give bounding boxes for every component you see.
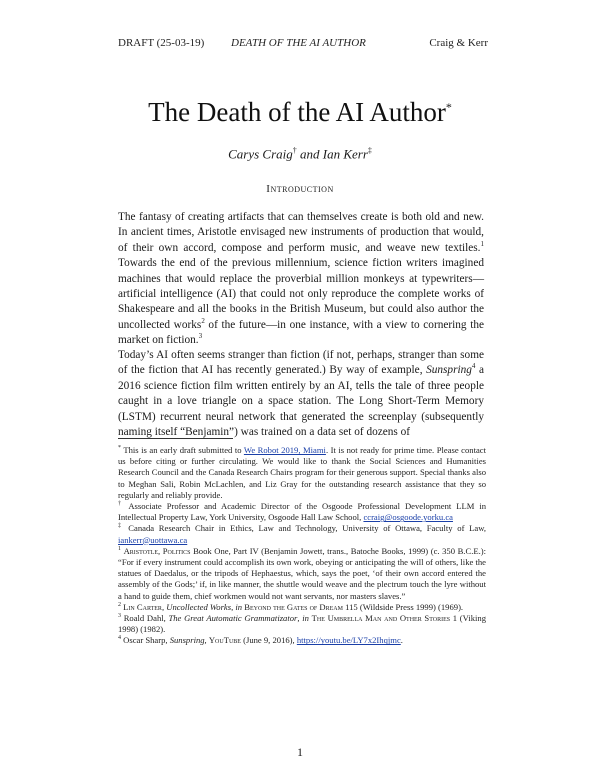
fn-text: . It is not ready for prime time. Please contact us before citing or further circulating. We would like to thank the Social Sciences and Humanities Research Council and the Canada Research Chairs program for their generous support. Special thanks also to Meghan Sali, Robin McLachlen, and Liz Gray for the outstanding research assistance that they so regularly and reliably provide. — [118, 445, 486, 500]
footnote-4 — [118, 635, 486, 646]
footnote-1 — [118, 546, 486, 602]
fn-italic: The Great Automatic Grammatizator — [168, 613, 298, 624]
fn-mark: † — [118, 501, 124, 508]
footnote-3 — [118, 613, 486, 635]
paragraph-1 — [118, 210, 484, 349]
section-heading: Introduction — [266, 183, 334, 195]
author-1-mark: † — [292, 146, 297, 155]
fn-smallcaps: Aristotle, Politics — [123, 545, 191, 556]
fn-smallcaps: Beyond the Gates of Dream — [244, 601, 343, 612]
fn-text: This is an early draft submitted to — [121, 445, 244, 455]
fn-text: Canada Research Chair in Ethics, Law and Technology, University of Ottawa, Faculty of Law, — [123, 523, 486, 534]
fn-mark: 1 — [118, 545, 121, 552]
fn-italic: Sunspring — [169, 635, 205, 646]
p1-text-c: of the future—in one instance, with a view to cornering the market on fiction. — [118, 318, 484, 347]
fn-smallcaps: Lin Carter — [123, 601, 162, 612]
paragraph-2 — [118, 348, 484, 440]
fn-mark: 2 — [118, 601, 121, 608]
fn-text: Oscar Sharp, — [121, 635, 170, 646]
paper-title — [0, 97, 600, 128]
fn-text: Associate Professor and Academic Director of the Osgoode Professional Development LLM in Intellectual Property Law, York University, Osgoode Hall Law School, — [118, 501, 486, 523]
fn-smallcaps: YouTube — [208, 635, 241, 646]
fn-text: 115 (Wildside Press 1999) (1969). — [342, 601, 464, 612]
fn-italic: Uncollected Works — [166, 601, 232, 612]
footnote-2 — [118, 602, 486, 613]
fn-text: Book One, Part IV (Benjamin Jowett, trans., Batoche Books, 1999) (c. 350 B.C.E.): “For if every instrument could accomplish its own work, obeying or anticipating the will of others, like the statues of Daedalus, or the tripods of Hephaestus, which, says the poet, ‘of their own accord entered the assembly of the Gods;’ if, in like manner, the shuttle would weave and the plectrum touch the lyre without a hand to guide them, chief workmen would not want servants, nor masters slaves.” — [118, 545, 486, 601]
footnote-ref-3[interactable]: 3 — [198, 332, 203, 341]
fn-text: Roald Dahl, — [121, 613, 169, 624]
p2-text-b: a 2016 science fiction film written entirely by an AI, tells the tale of three people caught in a love triangle on a space station. The Long Short-Term Memory (LSTM) recurrent neural network that generated the screenplay (subsequently naming itself “Benjamin”) was trained on a data set of dozens of — [118, 364, 484, 439]
footnote-ref-2[interactable]: 2 — [201, 317, 205, 326]
fn-text: , — [297, 613, 303, 624]
fn-mark: 3 — [118, 613, 121, 620]
fn-text: . — [400, 635, 403, 646]
title-text: The Death of the AI Author — [148, 97, 446, 127]
author-conjunction: and — [296, 146, 323, 162]
header-running-title: DEATH OF THE AI AUTHOR — [231, 37, 366, 49]
author-1: Carys Craig — [228, 146, 293, 162]
fn-text: 1 (Viking 1998) (1982). — [118, 613, 487, 635]
footnotes — [118, 445, 486, 647]
fn-mark: * — [118, 445, 121, 452]
author-line — [0, 146, 600, 162]
author-2-mark: ‡ — [367, 146, 372, 155]
fn-text: , — [204, 635, 209, 646]
fn-mark: 4 — [118, 635, 121, 642]
kerr-email-link[interactable]: iankerr@uottawa.ca — [118, 534, 188, 545]
we-robot-link[interactable]: We Robot 2019, Miami — [243, 445, 326, 455]
footnote-double-dagger — [118, 523, 486, 545]
author-2: Ian Kerr — [322, 146, 368, 162]
p2-text-a: Today’s AI often seems stranger than fiction (if not, perhaps, stranger than some of the fiction that AI has recently generated.) By way of example, — [118, 349, 484, 377]
fn-mark: ‡ — [118, 523, 124, 530]
fn-text: , — [161, 601, 167, 612]
footnote-dagger — [118, 501, 486, 523]
footnote-ref-4[interactable]: 4 — [471, 362, 476, 371]
p1-text-b: Towards the end of the previous millennium, science fiction writers imagined machines that would replace the proverbial million monkeys at typewriters—artificial intelligence (AI) that could not only reproduce the complete works of Shakespeare and all the books in the British Museum, but could also author the uncollected works — [118, 257, 484, 331]
footnote-star — [118, 445, 486, 501]
footnote-ref-1[interactable]: 1 — [480, 240, 484, 249]
film-title: Sunspring — [426, 364, 472, 377]
fn-italic: in — [235, 601, 243, 612]
title-footnote-mark: * — [445, 100, 452, 114]
fn-text: (June 9, 2016), — [240, 635, 297, 646]
header-authors: Craig & Kerr — [429, 37, 488, 49]
fn-smallcaps: The Umbrella Man and Other Stories — [311, 613, 451, 624]
craig-email-link[interactable]: ccraig@osgoode.yorku.ca — [363, 512, 453, 523]
youtube-link[interactable]: https://youtu.be/LY7x2Ihqjmc — [296, 635, 401, 646]
fn-italic: in — [302, 613, 309, 624]
footnote-separator — [118, 438, 233, 439]
p1-text-a: The fantasy of creating artifacts that can themselves create is both old and new. In ancient times, Aristotle envisaged new instruments of production that would, of their own accord, compose and perform music, and weave new textiles. — [118, 211, 484, 254]
fn-text: , — [231, 601, 236, 612]
header-draft-date: DRAFT (25-03-19) — [118, 37, 205, 49]
page-number: 1 — [297, 745, 303, 759]
